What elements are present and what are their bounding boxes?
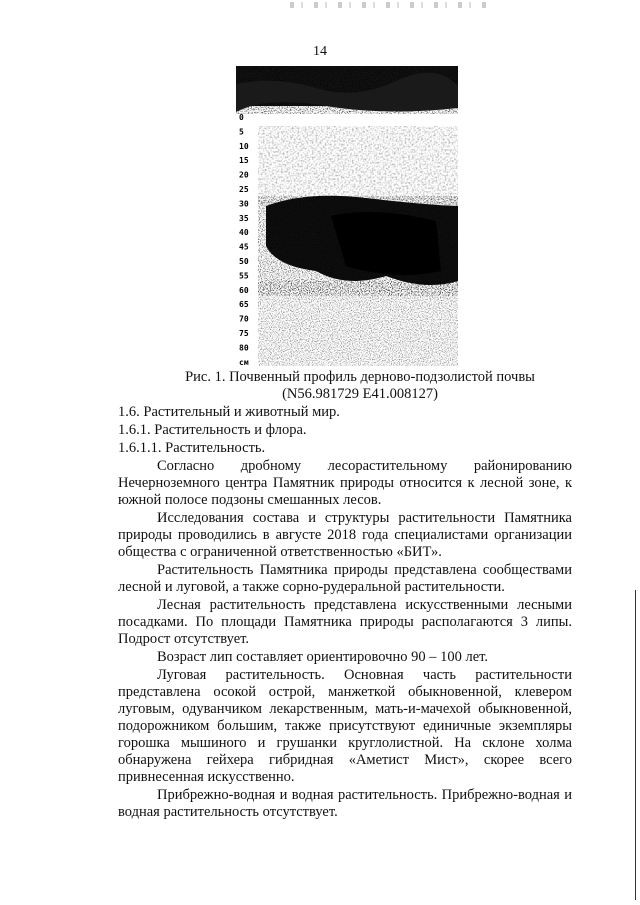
- depth-scale-label: 35: [239, 213, 249, 223]
- paragraph-forest: Лесная растительность представлена искусственными лесными посадками. По площади Памятника природы располагаются 3 липы. Подрост отсутствует.: [118, 597, 572, 647]
- paragraph-zoning: Согласно дробному лесорастительному районированию Нечерноземного центра Памятник природы относится к лесной зоне, к южной полосе подзоны смешанных лесов.: [118, 458, 572, 508]
- heading-vegetation: 1.6.1.1. Растительность.: [118, 440, 266, 456]
- heading-vegetation-flora: 1.6.1. Растительность и флора.: [118, 422, 307, 438]
- depth-scale-label: 20: [239, 170, 249, 180]
- depth-scale-label: 75: [239, 329, 249, 338]
- depth-scale-label: 10: [239, 141, 249, 151]
- depth-scale-label: 50: [239, 257, 249, 266]
- soil-profile-figure: [236, 66, 458, 366]
- paragraph-age: Возраст лип составляет ориентировочно 90 – 100 лет.: [157, 649, 489, 665]
- paragraph-research: Исследования состава и структуры растительности Памятника природы проводились в августе 2018 года специалистами организации общества с ограниченной ответственностью «БИТ».: [118, 510, 572, 560]
- depth-scale-label: 40: [239, 228, 249, 238]
- caption-title: Рис. 1. Почвенный профиль дерново-подзолистой почвы: [185, 369, 535, 385]
- depth-scale-label: 55: [239, 271, 249, 281]
- depth-scale-label: 0: [239, 113, 244, 122]
- body-text: [118, 404, 572, 822]
- depth-scale-label: 80: [239, 343, 249, 353]
- caption-coordinates: (N56.981729 E41.008127): [282, 386, 438, 402]
- paragraph-communities: Растительность Памятника природы представлена сообществами лесной и луговой, а также сорно-рудеральной растительности.: [118, 562, 572, 595]
- scan-artifact: [290, 2, 490, 8]
- depth-scale-label: 60: [239, 285, 249, 295]
- depth-scale-label: 30: [239, 199, 249, 209]
- depth-scale-label: 65: [239, 300, 249, 310]
- depth-scale-label: 15: [239, 156, 249, 166]
- soil-profile-photo: [236, 66, 458, 366]
- paragraph-aquatic: Прибрежно-водная и водная растительность. Прибрежно-водная и водная растительность отсутствует.: [118, 787, 572, 820]
- depth-scale-label: см: [239, 357, 249, 366]
- scan-edge-line: [635, 590, 636, 900]
- page-number: 14: [313, 44, 327, 59]
- depth-scale-label: 5: [239, 127, 244, 137]
- heading-flora-fauna: 1.6. Растительный и животный мир.: [118, 404, 340, 420]
- figure-caption: [150, 369, 570, 403]
- depth-scale-label: 45: [239, 242, 249, 252]
- depth-scale-label: 25: [239, 185, 249, 194]
- paragraph-meadow: Луговая растительность. Основная часть растительности представлена осокой острой, манжеткой обыкновенной, клевером луговым, одуванчиком лекарственным, мать-и-мачехой обыкновенной, подорожником большим, также присутствуют единичные экземпляры горошка мышиного и грушанки круглолистной. На склоне холма обнаружена гейхера гибридная «Аметист Мист», скорее всего привнесенная искусственно.: [118, 667, 572, 785]
- depth-scale-label: 70: [239, 314, 249, 324]
